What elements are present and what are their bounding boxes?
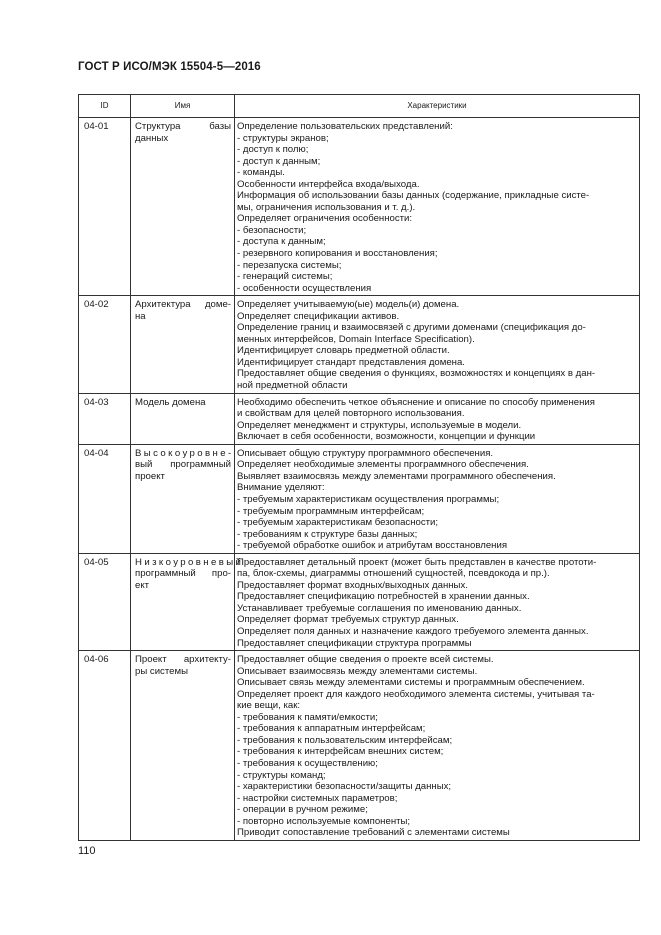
characteristic-line: - особенности осуществления — [237, 282, 372, 294]
row-name-line: проект — [135, 470, 165, 482]
characteristic-line: Необходимо обеспечить четкое объяснение и описание по способу применения — [237, 396, 595, 408]
table-header-row — [79, 95, 640, 118]
characteristic-line: па, блок-схемы, диаграммы отношений сущностей, псевдокода и пр.). — [237, 568, 550, 580]
characteristic-line: Предоставляет спецификации структура программы — [237, 637, 472, 649]
row-name — [131, 553, 244, 650]
column-header-id: ID — [79, 95, 131, 118]
table-row — [79, 296, 640, 393]
characteristic-line: Определяет менеджмент и структуры, используемые в модели. — [237, 419, 522, 431]
row-name-line: Проект архитекту- — [135, 654, 231, 666]
characteristic-line: - безопасности; — [237, 224, 307, 236]
characteristic-line: Определяет поля данных и назначение каждого требуемого элемента данных. — [237, 625, 589, 637]
characteristic-line: - структуры команд; — [237, 769, 326, 781]
characteristic-line: - повторно используемые компоненты; — [237, 815, 411, 827]
row-name-line: Модель домена — [135, 396, 206, 408]
characteristic-line: - требования к осуществлению; — [237, 757, 378, 769]
row-name-line: данных — [135, 132, 169, 144]
characteristic-line: - доступ к полю; — [237, 144, 309, 156]
column-header-name: Имя — [131, 95, 235, 118]
characteristic-line: - требованиям к структуре базы данных; — [237, 528, 418, 540]
characteristic-line: Предоставляет спецификацию потребностей в хранении данных. — [237, 591, 530, 603]
characteristic-line: - структуры экранов; — [237, 132, 329, 144]
row-characteristics — [235, 393, 640, 444]
characteristic-line: Внимание уделяют: — [237, 482, 325, 494]
characteristic-line: и свойствам для целей повторного использования. — [237, 408, 465, 420]
row-name — [131, 651, 235, 841]
characteristic-line: кие вещи, как: — [237, 700, 301, 712]
characteristic-line: Описывает общую структуру программного обеспечения. — [237, 447, 494, 459]
characteristic-line: Включает в себя особенности, возможности, концепции и функции — [237, 431, 536, 443]
characteristic-line: - требования к пользовательским интерфейсам; — [237, 734, 453, 746]
characteristic-line: Идентифицирует стандарт представления домена. — [237, 356, 465, 368]
characteristic-line: Определяет необходимые элементы программного обеспечения. — [237, 459, 529, 471]
characteristic-line: - требования к аппаратным интерфейсам; — [237, 723, 426, 735]
characteristic-line: Определение пользовательских представлений: — [237, 121, 453, 132]
characteristic-line: - требуемым программным интерфейсам; — [237, 505, 425, 517]
characteristic-line: - доступ к данным; — [237, 155, 321, 167]
row-characteristics — [235, 118, 640, 296]
characteristic-line: Предоставляет формат входных/выходных данных. — [237, 579, 468, 591]
row-name-line: Низкоуровневый — [135, 556, 244, 568]
characteristic-line: менных интерфейсов, Domain Interface Specification). — [237, 333, 475, 345]
row-id: 04-06 — [79, 651, 131, 841]
table-row — [79, 651, 640, 841]
characteristic-line: - характеристики безопасности/защиты данных; — [237, 781, 452, 793]
characteristic-line: Предоставляет общие сведения о функциях, возможностях и концепциях в дан- — [237, 368, 596, 380]
table-row — [79, 553, 640, 650]
table-row — [79, 444, 640, 553]
characteristic-line: Определяет учитываемую(ые) модель(и) домена. — [237, 299, 460, 311]
row-name — [131, 118, 235, 296]
row-name-line: на — [135, 310, 146, 322]
characteristic-line: Устанавливает требуемые соглашения по именованию данных. — [237, 602, 522, 614]
row-characteristics — [235, 553, 640, 650]
row-id: 04-03 — [79, 393, 131, 444]
characteristic-line: Идентифицирует словарь предметной области. — [237, 345, 450, 357]
characteristic-line: Предоставляет общие сведения о проекте всей системы. — [237, 654, 494, 666]
row-characteristics — [235, 651, 640, 841]
row-id: 04-04 — [79, 444, 131, 553]
characteristic-line: Информация об использовании базы данных (содержание, прикладные систе- — [237, 190, 590, 202]
row-name-line: ры системы — [135, 665, 188, 677]
row-id: 04-01 — [79, 118, 131, 296]
characteristic-line: - команды. — [237, 167, 285, 179]
characteristic-line: Определяет спецификации активов. — [237, 310, 400, 322]
column-header-characteristics: Характеристики — [235, 95, 640, 118]
row-id: 04-05 — [79, 553, 131, 650]
table-row — [79, 393, 640, 444]
table-body — [79, 118, 640, 841]
characteristic-line: ной предметной области — [237, 380, 348, 392]
row-name-line: Высокоуровне- — [135, 447, 234, 459]
row-name-line: программный про- — [135, 568, 231, 580]
characteristic-line: - требуемым характеристикам осуществления программы; — [237, 493, 500, 505]
row-name — [131, 444, 235, 553]
characteristic-line: - настройки системных параметров; — [237, 792, 398, 804]
characteristic-line: - требования к интерфейсам внешних систем; — [237, 746, 444, 758]
characteristic-line: мы, ограничения использования и т. д.). — [237, 201, 416, 213]
row-name — [131, 393, 235, 444]
characteristic-line: Определяет проект для каждого необходимого элемента системы, учитывая та- — [237, 688, 595, 700]
row-characteristics — [235, 296, 640, 393]
page-number: 110 — [78, 845, 96, 857]
row-name — [131, 296, 235, 393]
characteristic-line: - генераций системы; — [237, 271, 333, 283]
characteristic-line: - требуемым характеристикам безопасности; — [237, 517, 439, 529]
characteristic-line: Выявляет взаимосвязь между элементами программного обеспечения. — [237, 470, 556, 482]
row-name-line: Структура базы — [135, 121, 231, 132]
characteristic-line: Определяет формат требуемых структур данных. — [237, 614, 459, 626]
row-name-line: ект — [135, 579, 150, 591]
characteristic-line: Определение границ и взаимосвязей с другими доменами (спецификация до- — [237, 322, 586, 334]
row-name-line: вый программный — [135, 459, 231, 471]
characteristic-line: - доступа к данным; — [237, 236, 326, 248]
characteristic-line: - операции в ручном режиме; — [237, 804, 368, 816]
characteristic-line: Описывает взаимосвязь между элементами системы. — [237, 665, 478, 677]
characteristic-line: Особенности интерфейса входа/выхода. — [237, 178, 420, 190]
characteristic-line: - требуемой обработке ошибок и атрибутам восстановления — [237, 540, 508, 552]
page-header: ГОСТ Р ИСО/МЭК 15504-5—2016 — [78, 61, 261, 73]
characteristic-line: - резервного копирования и восстановления; — [237, 248, 438, 260]
table-row — [79, 118, 640, 296]
characteristic-line: Определяет ограничения особенности: — [237, 213, 413, 225]
characteristics-table — [78, 94, 640, 841]
characteristic-line: Приводит сопоставление требований с элементами системы — [237, 827, 510, 839]
characteristic-line: Предоставляет детальный проект (может быть представлен в качестве прототи- — [237, 556, 597, 568]
row-name-line: Архитектура доме- — [135, 299, 231, 311]
row-characteristics — [235, 444, 640, 553]
characteristic-line: - требования к памяти/емкости; — [237, 711, 378, 723]
characteristic-line: Описывает связь между элементами системы и программным обеспечением. — [237, 677, 585, 689]
row-id: 04-02 — [79, 296, 131, 393]
characteristic-line: - перезапуска системы; — [237, 259, 342, 271]
